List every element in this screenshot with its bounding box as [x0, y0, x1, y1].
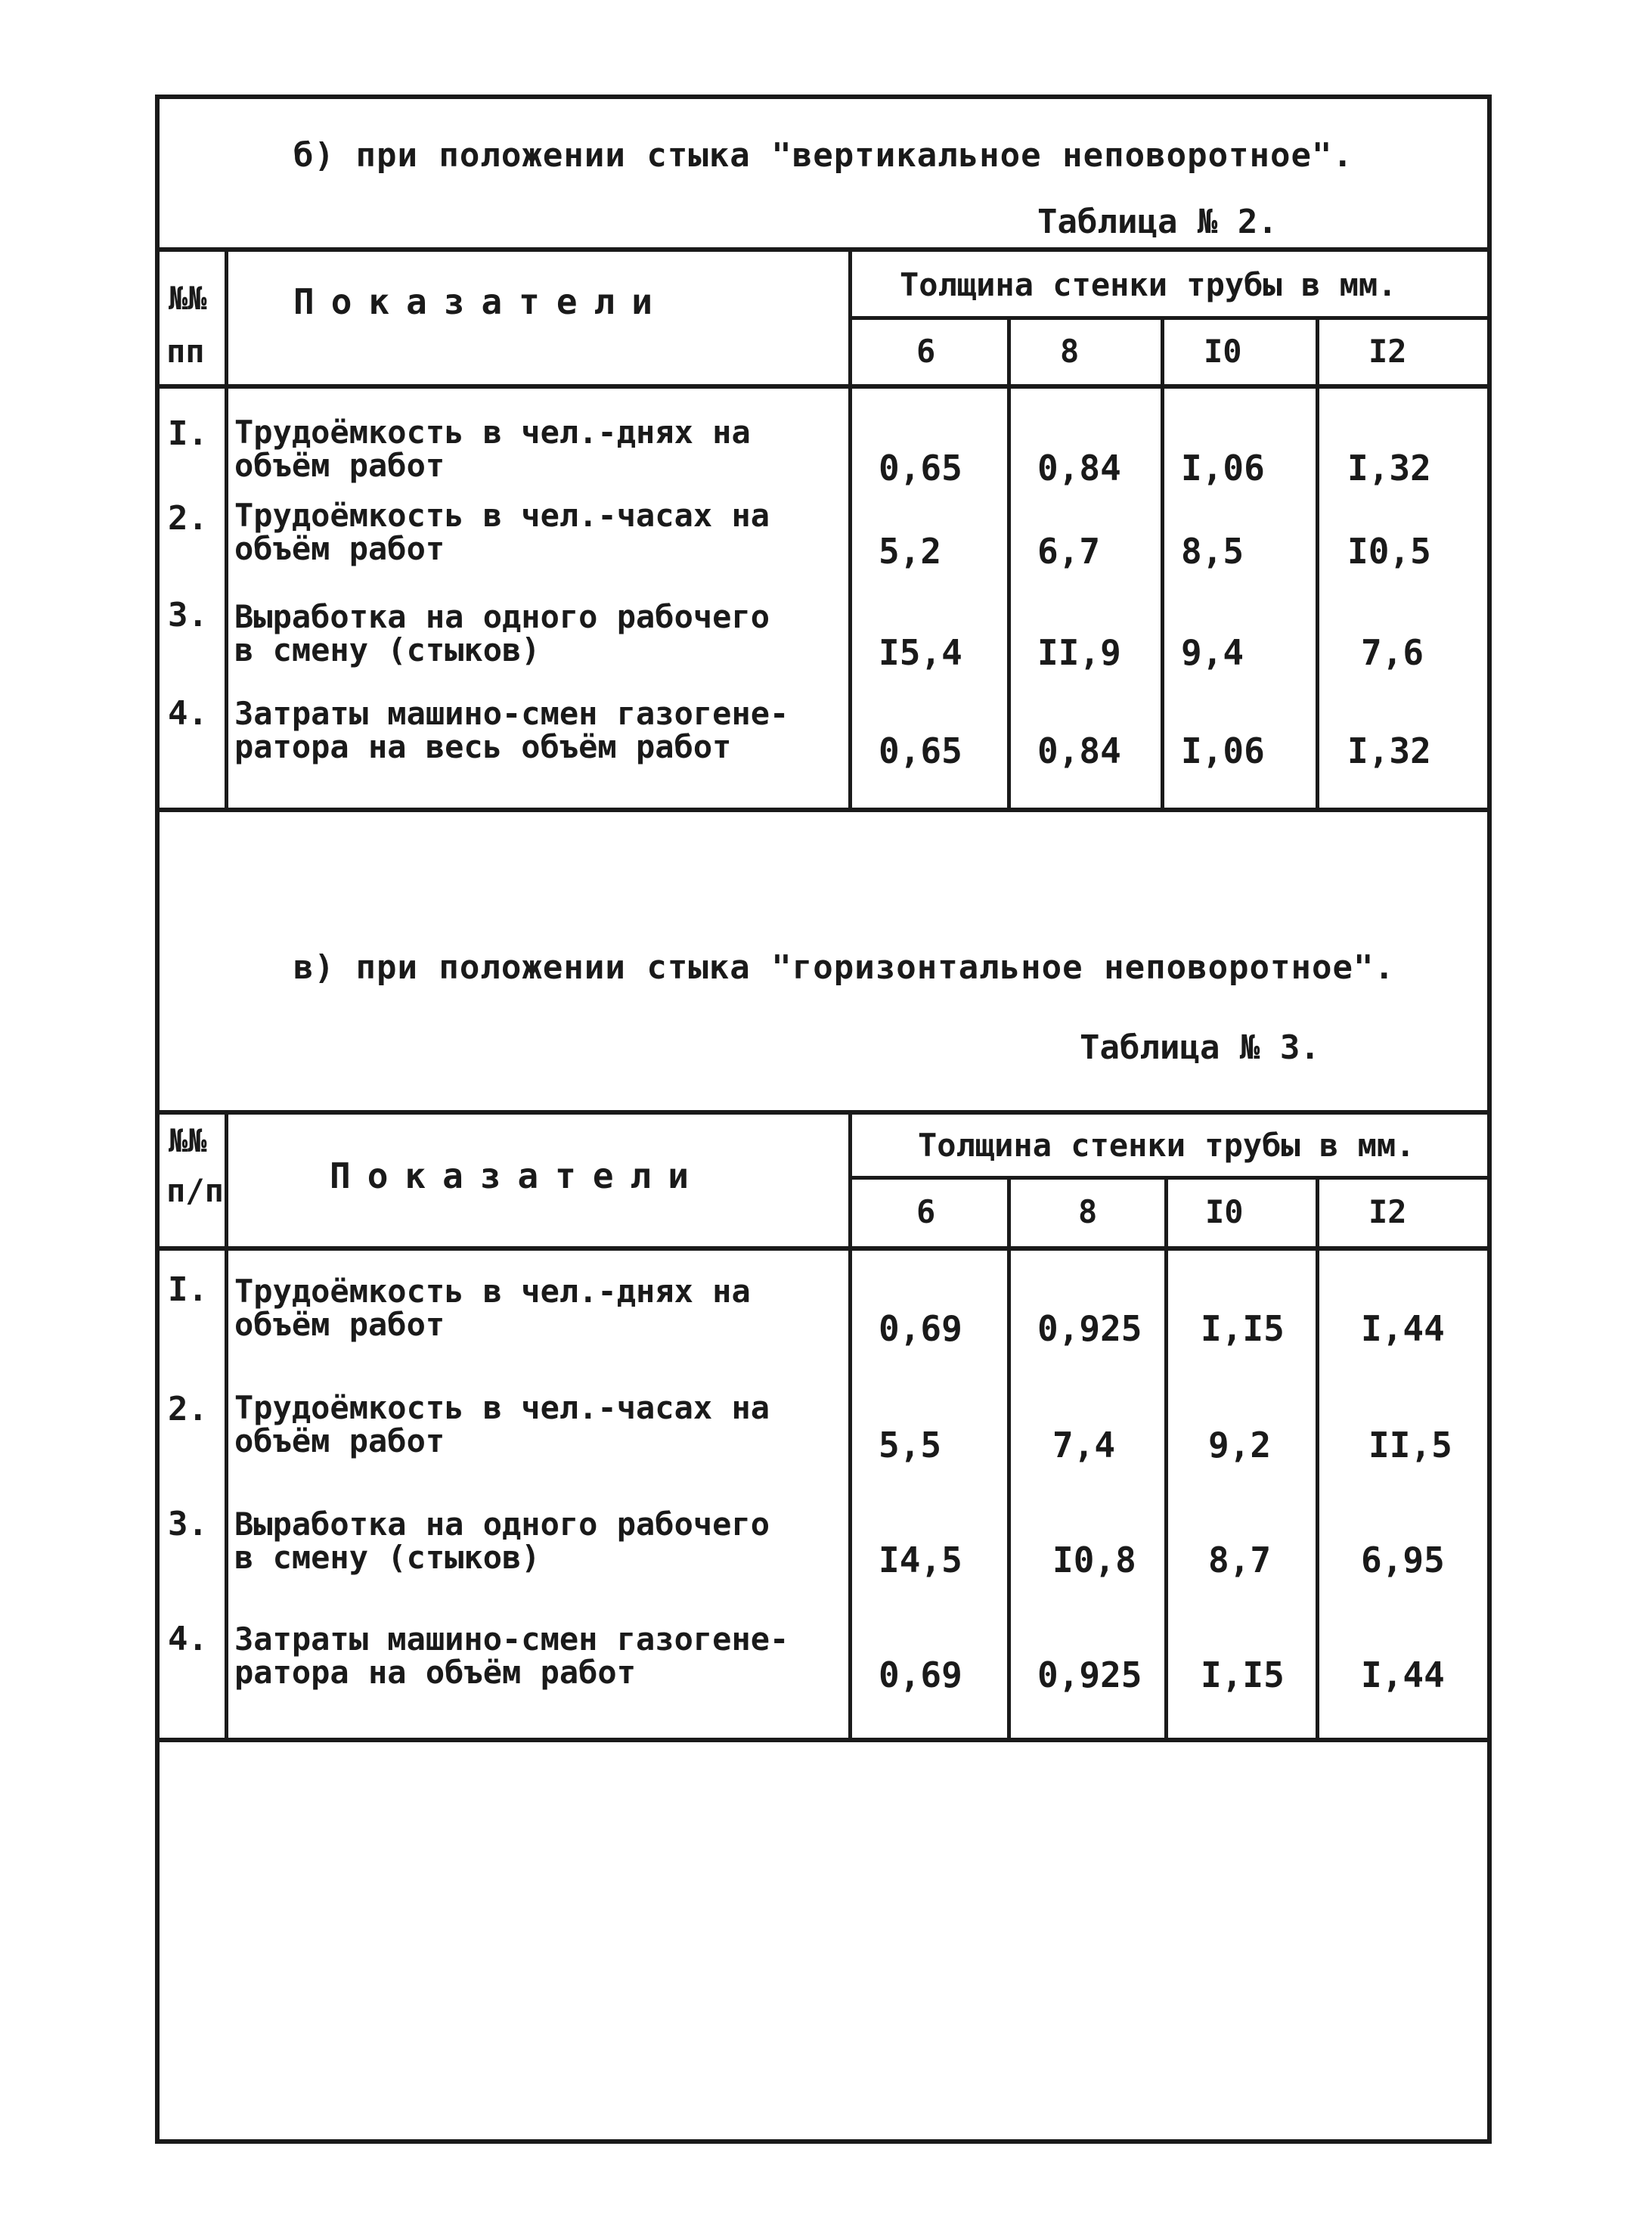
table-3-divider-num [225, 1110, 228, 1742]
table-2-row-3-val-6: I5,4 [879, 632, 962, 673]
table-3-row-4-val-12: I,44 [1361, 1655, 1445, 1695]
table-3-row-1-val-6: 0,69 [879, 1308, 962, 1349]
table-2-row-3-num: 3. [168, 596, 208, 634]
table-2-row-3-val-12: 7,6 [1361, 632, 1424, 673]
table-2-indicators-header: Показатели [293, 281, 669, 322]
table-3-label: Таблица № 3. [1080, 1028, 1320, 1067]
table-3-num-header-1: №№ [169, 1122, 207, 1159]
table-3-row-4-val-10: I,I5 [1201, 1655, 1285, 1695]
table-2-divider-num [225, 247, 228, 812]
table-3-row-4-num: 4. [168, 1620, 208, 1658]
table-2-row-3-label-2: в смену (стыков) [234, 631, 541, 668]
table-3-row-3-num: 3. [168, 1505, 208, 1543]
table-3-row-2-val-8: 7,4 [1052, 1425, 1116, 1465]
table-2-top-border [155, 247, 1492, 252]
table-3-top-border [155, 1110, 1492, 1115]
table-2-thickness-header: Толщина стенки трубы в мм. [900, 266, 1397, 303]
table-3-row-1-label-1: Трудоёмкость в чел.-днях на [234, 1273, 751, 1310]
table-3-row-1-num: I. [168, 1270, 208, 1309]
table-2-row-3-val-8: II,9 [1037, 632, 1121, 673]
table-3-row-3-label-2: в смену (стыков) [234, 1539, 541, 1576]
table-3-row-4-val-6: 0,69 [879, 1655, 962, 1695]
table-3-row-3-label-1: Выработка на одного рабочего [234, 1506, 770, 1543]
table-2-row-4-val-6: 0,65 [879, 730, 962, 771]
table-3-divider-c3 [1316, 1177, 1319, 1742]
table-3-subheader-line [851, 1176, 1492, 1180]
table-2-row-2-val-12: I0,5 [1347, 531, 1431, 572]
table-2-row-2-num: 2. [168, 499, 208, 538]
table-3-row-2-label-2: объём работ [234, 1422, 445, 1459]
table-2-row-1-val-8: 0,84 [1037, 448, 1121, 488]
table-2-row-4-label-2: ратора на весь объём работ [234, 728, 732, 765]
table-2-row-2-val-8: 6,7 [1037, 531, 1101, 572]
table-2-size-10: I0 [1204, 333, 1242, 370]
table-2-row-4-num: 4. [168, 694, 208, 733]
table-2-size-6: 6 [916, 333, 936, 370]
table-2-size-12: I2 [1368, 333, 1407, 370]
table-3-row-4-label-2: ратора на объём работ [234, 1654, 637, 1691]
table-3-row-2-val-10: 9,2 [1208, 1425, 1272, 1465]
table-2-row-1-val-6: 0,65 [879, 448, 962, 488]
table-2-row-4-val-10: I,06 [1181, 730, 1265, 771]
section-b-heading: б) при положении стыка "вертикальное неповоротное". [293, 136, 1354, 175]
table-2-size-8: 8 [1060, 333, 1080, 370]
table-2-bottom-border [155, 808, 1492, 812]
table-3-row-2-val-6: 5,5 [879, 1425, 942, 1465]
table-3-row-1-label-2: объём работ [234, 1306, 445, 1343]
table-3-row-3-val-6: I4,5 [879, 1540, 962, 1580]
table-3-row-4-label-1: Затраты машино-смен газогене- [234, 1620, 789, 1658]
page-frame [155, 95, 1492, 2144]
table-2-row-2-label-2: объём работ [234, 530, 445, 567]
table-3-num-header-2: п/п [166, 1172, 224, 1209]
table-2-subheader-line [851, 316, 1492, 320]
table-3-thickness-header: Толщина стенки трубы в мм. [918, 1127, 1415, 1164]
table-2-divider-c1 [1007, 318, 1011, 812]
table-2-row-3-val-10: 9,4 [1181, 632, 1244, 673]
table-2-num-header-1: №№ [169, 280, 207, 317]
table-2-label: Таблица № 2. [1037, 203, 1278, 241]
table-3-indicators-header: Показатели [330, 1155, 705, 1196]
table-3-bottom-border [155, 1738, 1492, 1742]
table-3-row-2-label-1: Трудоёмкость в чел.-часах на [234, 1389, 770, 1426]
table-2-divider-c3 [1316, 318, 1319, 812]
table-3-divider-indicators [848, 1110, 852, 1742]
table-3-size-12: I2 [1368, 1193, 1407, 1230]
table-3-row-2-num: 2. [168, 1390, 208, 1428]
table-2-row-2-val-6: 5,2 [879, 531, 942, 572]
table-2-divider-indicators [848, 247, 852, 812]
table-3-row-2-val-12: II,5 [1368, 1425, 1452, 1465]
table-3-row-1-val-12: I,44 [1361, 1308, 1445, 1349]
table-2-row-2-label-1: Трудоёмкость в чел.-часах на [234, 497, 770, 534]
table-2-row-4-label-1: Затраты машино-смен газогене- [234, 695, 789, 732]
table-3-header-bottom [155, 1246, 1492, 1251]
table-2-header-bottom [155, 384, 1492, 389]
table-3-row-1-val-10: I,I5 [1201, 1308, 1285, 1349]
section-c-heading: в) при положении стыка "горизонтальное неповоротное". [293, 948, 1395, 987]
table-2-row-1-label-2: объём работ [234, 447, 445, 484]
table-2-row-2-val-10: 8,5 [1181, 531, 1244, 572]
table-3-row-4-val-8: 0,925 [1037, 1655, 1142, 1695]
table-3-size-10: I0 [1205, 1193, 1244, 1230]
table-2-divider-c2 [1161, 318, 1164, 812]
table-2-row-1-label-1: Трудоёмкость в чел.-днях на [234, 414, 751, 451]
table-2-row-1-num: I. [168, 414, 208, 453]
table-3-size-6: 6 [916, 1193, 936, 1230]
table-3-row-3-val-12: 6,95 [1361, 1540, 1445, 1580]
table-2-num-header-2: пп [166, 333, 205, 370]
table-2-row-4-val-12: I,32 [1347, 730, 1431, 771]
table-2-row-1-val-12: I,32 [1347, 448, 1431, 488]
table-3-divider-c2 [1164, 1177, 1168, 1742]
table-3-row-3-val-8: I0,8 [1052, 1540, 1136, 1580]
table-3-row-1-val-8: 0,925 [1037, 1308, 1142, 1349]
table-2-row-3-label-1: Выработка на одного рабочего [234, 598, 770, 635]
table-3-row-3-val-10: 8,7 [1208, 1540, 1272, 1580]
table-3-size-8: 8 [1078, 1193, 1098, 1230]
table-2-row-1-val-10: I,06 [1181, 448, 1265, 488]
table-2-row-4-val-8: 0,84 [1037, 730, 1121, 771]
table-3-divider-c1 [1007, 1177, 1011, 1742]
